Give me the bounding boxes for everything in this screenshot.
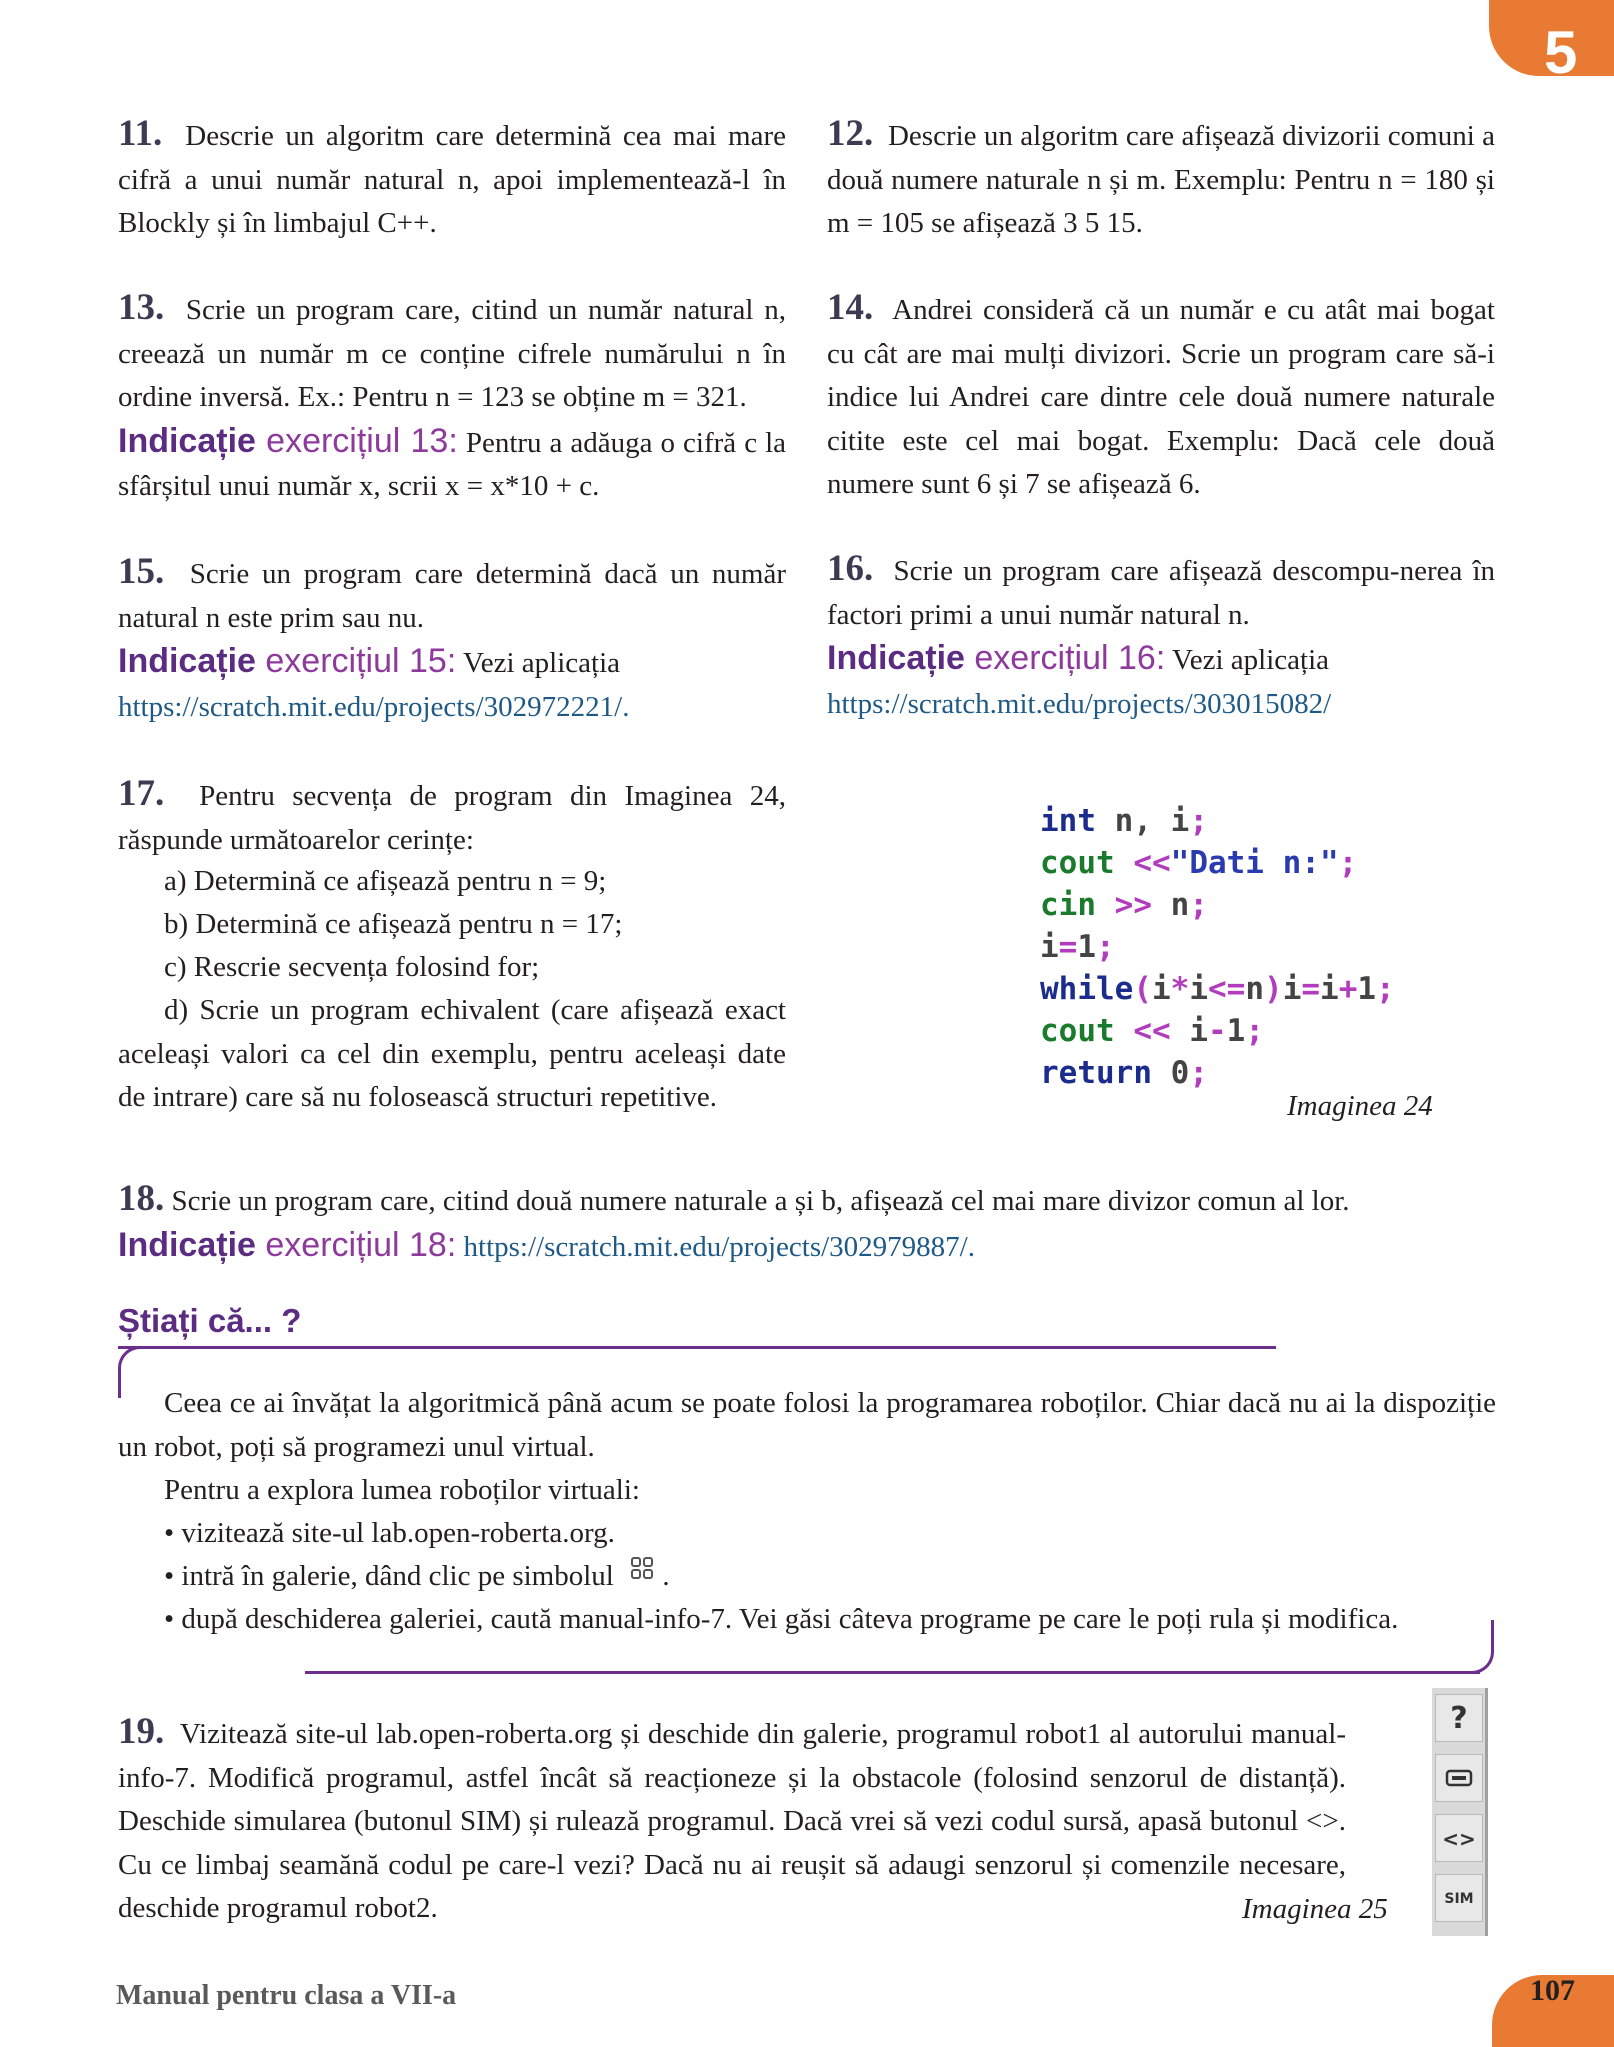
exercise-17-b: b) Determină ce afișează pentru n = 17;	[164, 908, 623, 940]
sim-button[interactable]: SIM	[1435, 1874, 1483, 1922]
code-line: i=1;	[1040, 929, 1115, 965]
hint-16-text: Vezi aplicația	[1172, 644, 1329, 676]
box-bottom-line	[305, 1671, 1480, 1674]
exercise-12-text: Descrie un algoritm care afișează divizorii comuni a două numere naturale n și m. Exemplu: Pentru n = 180 și m = 105 se afișează 3 5 15.	[827, 120, 1496, 239]
hint-16-link[interactable]: https://scratch.mit.edu/projects/303015082/	[827, 687, 1332, 720]
hint-15-link[interactable]: https://scratch.mit.edu/projects/302972221/.	[118, 690, 630, 723]
box-bottom-corner	[1470, 1620, 1494, 1674]
exercise-12	[827, 112, 1495, 246]
simulator-button-bar	[1432, 1688, 1488, 1936]
exercise-12-number: 12.	[827, 113, 874, 154]
hint-18-label: Indicație exercițiul 18:	[118, 1225, 457, 1264]
help-button[interactable]: ?	[1435, 1694, 1483, 1742]
exercise-19-text: Vizitează site-ul lab.open-roberta.org și deschide din galerie, programul robot1 al autorului manual-info-7. Modifică programul, astfel încât să reacționeze și la obstacole (folosind senzorul de distanță). Deschide simularea (butonul SIM) și rulează programul. Dacă vrei să vezi codul sursă, apasă butonul <>. Cu ce limbaj seamănă codul pe care-l vezi? Dacă nu ai reușit să adaugi senzorul și comenzile necesare, deschide programul robot2.	[118, 1718, 1346, 1924]
exercise-14-number: 14.	[827, 287, 874, 328]
code-line: cin >> n;	[1040, 887, 1209, 923]
stiati-bullet-3: • după deschiderea galeriei, caută manual-info-7. Vei găsi câteva programe pe care le poți rula și modifica.	[164, 1603, 1399, 1635]
exercise-14	[827, 286, 1495, 507]
hint-13-label: Indicație exercițiul 13:	[118, 421, 458, 460]
exercise-16-text: Scrie un program care afișează descompu-nerea în factori primi a unui număr natural n.	[827, 555, 1496, 631]
stiati-paragraph: Ceea ce ai învățat la algoritmică până acum se poate folosi la programarea roboților. Chiar dacă nu ai la dispoziție un robot, poți să programezi unul virtual.	[118, 1387, 1496, 1463]
exercise-14-text: Andrei consideră că un număr e cu atât mai bogat cu cât are mai mulți divizori. Scrie un program care să-i indice lui Andrei care dintre cele două numere naturale citite este cel mai bogat. Exemplu: Dacă cele două numere sunt 6 și 7 se afișează 6.	[827, 294, 1495, 500]
exercise-13-number: 13.	[118, 287, 165, 328]
exercise-19	[118, 1710, 1346, 1931]
exercise-17-number: 17.	[118, 773, 165, 814]
code-line: while(i*i<=n)i=i+1;	[1040, 971, 1395, 1007]
exercise-15-text: Scrie un program care determină dacă un număr natural n este prim sau nu.	[118, 558, 787, 634]
footer-title: Manual pentru clasa a VII-a	[116, 1980, 457, 2011]
box-top-line	[118, 1346, 1276, 1349]
exercise-17-d: d) Scrie un program echivalent (care afișează exact aceleași valori ca cel din exemplu, pentru aceleași date de intrare) care să nu folosească structuri repetitive.	[118, 994, 786, 1113]
code-line: int n, i;	[1040, 803, 1208, 839]
exercise-17-a: a) Determină ce afișează pentru n = 9;	[164, 865, 607, 897]
stiati-title: Știați că... ?	[118, 1302, 302, 1339]
exercise-16	[827, 547, 1495, 726]
exercise-17-intro: Pentru secvența de program din Imaginea 24, răspunde următoarelor cerințe:	[118, 780, 787, 856]
exercise-18	[118, 1177, 1518, 1269]
hint-15-label: Indicație exercițiul 15:	[118, 642, 457, 680]
code-line: cout <<"Dati n:";	[1040, 845, 1358, 881]
console-icon	[1445, 1769, 1473, 1789]
stiati-bullet-2: • intră în galerie, dând clic pe simbolul .	[164, 1555, 1464, 1599]
hint-13-text: Pentru a adăuga o cifră c la sfârșitul unui număr x, scrii x = x*10 + c.	[118, 426, 787, 502]
stiati-intro: Pentru a explora lumea roboților virtuali:	[164, 1474, 640, 1506]
exercise-19-number: 19.	[118, 1711, 165, 1752]
page-number: 107	[1530, 1974, 1575, 2007]
hint-18-link[interactable]: https://scratch.mit.edu/projects/302979887/.	[463, 1230, 975, 1263]
exercise-13-text: Scrie un program care, citind un număr natural n, creează un număr m ce conține cifrele numărului n în ordine inversă. Ex.: Pentru n = 123 se obține m = 321.	[118, 294, 787, 413]
exercise-11-number: 11.	[118, 113, 163, 154]
exercise-18-text: Scrie un program care, citind două numere naturale a și b, afișează cel mai mare divizor comun al lor.	[171, 1185, 1350, 1217]
exercise-11-text: Descrie un algoritm care determină cea mai mare cifră a unui număr natural n, apoi implementează-l în Blockly și în limbajul C++.	[118, 120, 786, 239]
source-code-button[interactable]: <>	[1435, 1814, 1483, 1862]
stiati-bullet-1: • vizitează site-ul lab.open-roberta.org.	[164, 1517, 615, 1549]
hint-15-text: Vezi aplicația	[463, 647, 620, 679]
exercise-17	[118, 772, 786, 862]
chapter-number: 5	[1544, 19, 1578, 86]
gallery-icon	[629, 1555, 655, 1581]
caption-24: Imaginea 24	[1287, 1090, 1433, 1122]
exercise-15-number: 15.	[118, 551, 165, 592]
code-line: return 0;	[1040, 1055, 1208, 1091]
code-snippet	[1040, 800, 1395, 1094]
hint-16-label: Indicație exercițiul 16:	[827, 639, 1166, 677]
exercise-15	[118, 550, 786, 729]
chapter-tab	[1489, 0, 1614, 86]
code-line: cout << i-1;	[1040, 1013, 1265, 1049]
exercise-18-number: 18.	[118, 1178, 165, 1219]
exercise-16-number: 16.	[827, 548, 874, 589]
exercise-17-c: c) Rescrie secvența folosind for;	[164, 951, 540, 983]
caption-25: Imaginea 25	[1242, 1893, 1388, 1925]
exercise-13	[118, 286, 786, 509]
exercise-11	[118, 112, 786, 246]
console-button[interactable]	[1435, 1754, 1483, 1802]
